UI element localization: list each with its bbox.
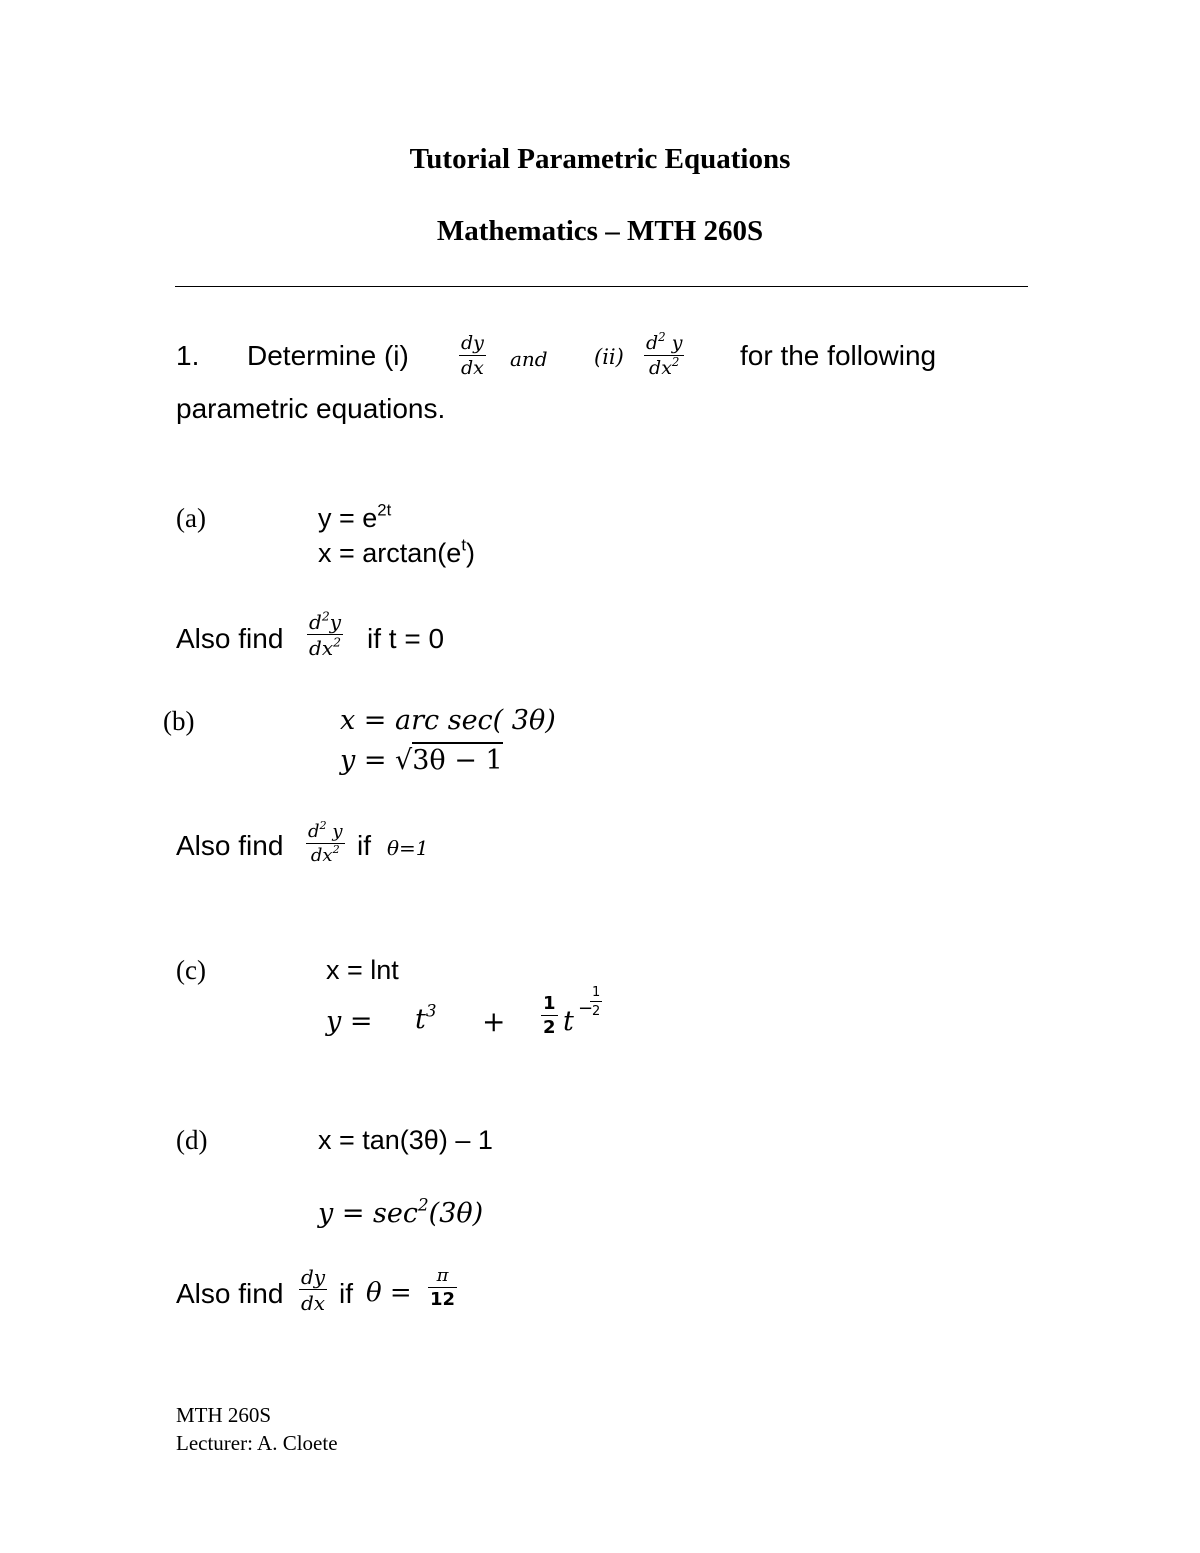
part-d-dy-dx-fraction: [299, 1267, 327, 1313]
part-a-x-equation: [318, 535, 475, 569]
y-symbol: y: [671, 332, 683, 354]
part-b-label: (b): [163, 706, 195, 736]
footer-lecturer: Lecturer: A. Cloete: [176, 1431, 338, 1455]
footer-course: MTH 260S: [176, 1403, 272, 1427]
part-b-second-derivative-fraction: [306, 819, 345, 866]
dx-symbol: dx: [649, 357, 672, 379]
y-equation-lhs: y = √: [340, 745, 413, 776]
part-ii-label: (ii): [594, 345, 624, 369]
part-a-condition: if t = 0: [367, 623, 445, 654]
part-c-exponent-sign: −: [578, 998, 594, 1019]
d-symbol: d: [308, 821, 320, 842]
exponent: 2: [658, 329, 666, 344]
dy-dx-fraction: [459, 334, 486, 378]
fraction-denominator: 12: [430, 1289, 456, 1310]
part-b-if: if: [357, 830, 371, 861]
parametric-text: parametric equations.: [176, 393, 446, 424]
exponent: 2: [321, 608, 330, 624]
y-equation-exponent: 2: [418, 1194, 429, 1215]
part-d-theta-eq: θ =: [366, 1278, 412, 1308]
question-number: 1.: [176, 340, 200, 371]
part-c-y-lhs: y =: [326, 1006, 373, 1037]
exponent: 2: [332, 843, 340, 857]
fraction-numerator: 1: [592, 985, 601, 1000]
part-b-condition: θ=1: [387, 836, 429, 860]
part-a-also-find: Also find: [176, 623, 284, 654]
dx-symbol: dx: [309, 636, 334, 660]
d-symbol: d: [309, 610, 322, 634]
header-divider: [175, 286, 1028, 287]
fraction-numerator: π: [428, 1267, 457, 1288]
second-derivative-fraction: [644, 329, 684, 379]
and-text: and: [510, 347, 548, 371]
y-symbol: y: [329, 610, 342, 634]
part-d-if: if: [339, 1278, 353, 1309]
part-c-half-fraction: [541, 995, 558, 1037]
part-d-also-find: Also find: [176, 1278, 284, 1309]
fraction-denominator: 2: [592, 1004, 601, 1019]
page-title: Tutorial Parametric Equations: [409, 143, 791, 175]
t-base: t: [415, 1004, 426, 1035]
y-equation-lhs: y = sec: [318, 1198, 418, 1229]
part-b-y-equation: [340, 745, 503, 776]
for-following-text: for the following: [740, 340, 937, 371]
page-subtitle: Mathematics – MTH 260S: [436, 215, 764, 247]
part-d-x-equation: x = tan(3θ) – 1: [318, 1125, 493, 1155]
part-a-second-derivative-fraction: [307, 608, 343, 660]
d-symbol: d: [646, 332, 659, 354]
exponent: 2: [319, 819, 327, 833]
y-symbol: y: [332, 821, 343, 842]
exponent: 2: [333, 634, 341, 650]
t-exponent: 3: [425, 1000, 437, 1021]
part-c-x-equation: x = lnt: [326, 955, 399, 985]
x-equation-base: x = arctan(e: [318, 538, 462, 568]
y-equation-base: y = e: [318, 503, 378, 533]
fraction-numerator: dy: [301, 1265, 326, 1289]
part-a-y-equation: [318, 500, 392, 534]
y-equation-exponent: 2t: [377, 500, 392, 520]
part-c-t-base: t: [563, 1006, 574, 1037]
determine-text: Determine (i): [247, 340, 409, 371]
dx-symbol: dx: [310, 845, 333, 866]
part-c-plus: +: [482, 1005, 506, 1038]
fraction-numerator: dy: [461, 332, 484, 354]
sqrt-radicand: 3θ − 1: [412, 742, 502, 776]
part-c-exponent-fraction: [590, 986, 602, 1018]
part-c-label: (c): [176, 955, 206, 985]
x-equation-close: ): [465, 538, 475, 568]
part-c-t-cubed: [415, 1000, 437, 1035]
part-d-y-equation: [318, 1194, 484, 1229]
part-d-pi-fraction: [428, 1267, 457, 1309]
exponent: 2: [671, 354, 680, 369]
part-d-label: (d): [176, 1125, 208, 1155]
fraction-numerator: 1: [543, 993, 556, 1014]
part-a-label: (a): [176, 503, 206, 533]
part-b-x-equation: x = arc sec( 3θ): [340, 705, 556, 736]
fraction-denominator: dx: [301, 1291, 326, 1315]
fraction-denominator: 2: [543, 1017, 556, 1038]
part-b-also-find: Also find: [176, 830, 284, 861]
y-equation-argument: (3θ): [428, 1198, 484, 1229]
fraction-denominator: dx: [461, 357, 484, 379]
x-equation-exponent: t: [461, 535, 466, 555]
